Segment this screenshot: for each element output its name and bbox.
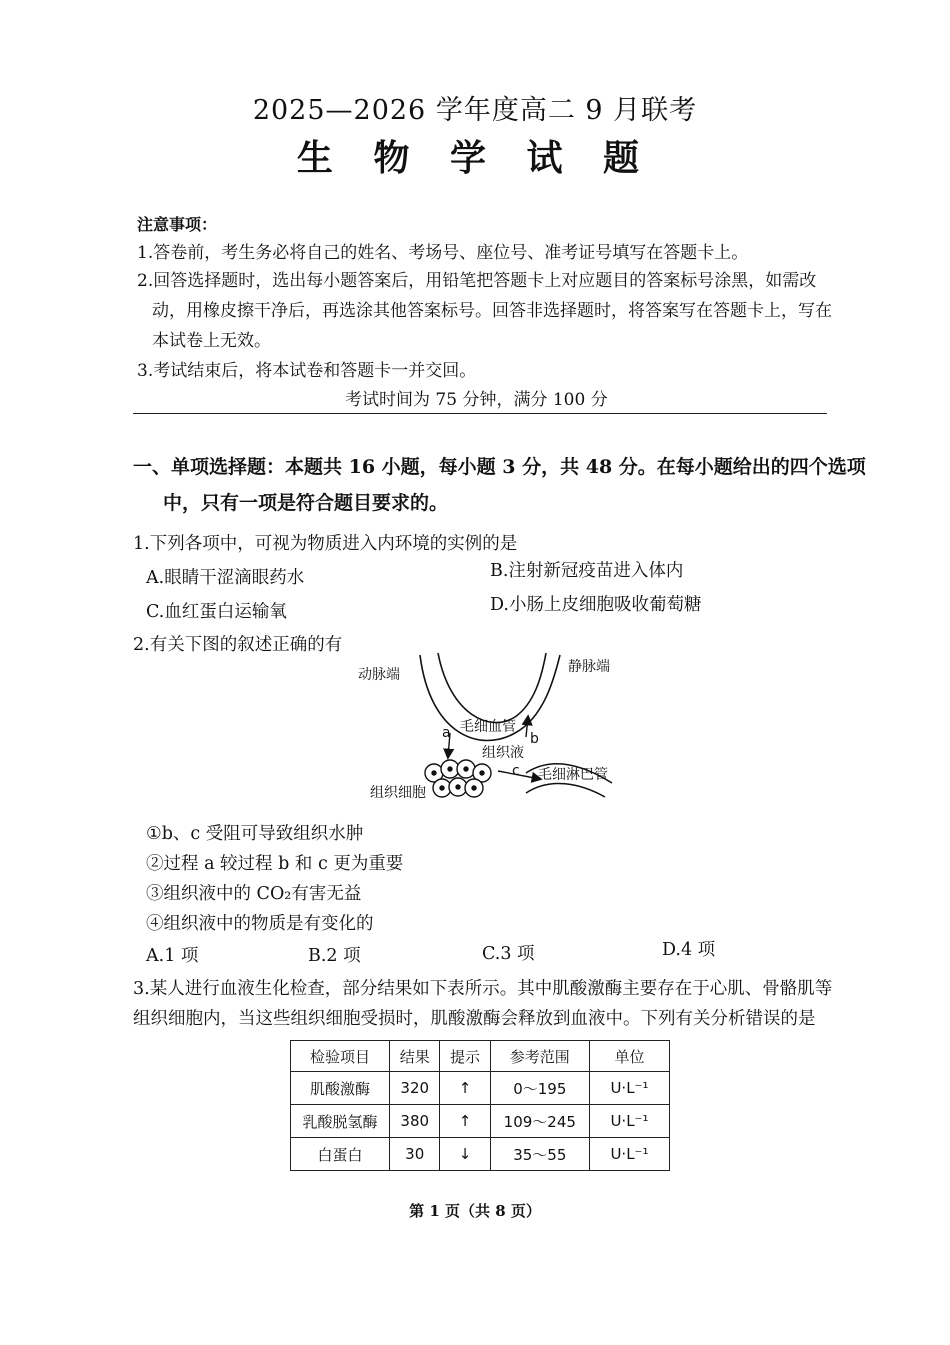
lymph-capillary-lower — [526, 783, 605, 797]
tissue-cells — [425, 760, 491, 797]
section-heading-line-2: 中，只有一项是符合题目要求的。 — [163, 492, 449, 514]
table-cell: 109～245 — [490, 1105, 589, 1138]
q2-stem: 2.有关下图的叙述正确的有 — [133, 635, 343, 655]
exam-time-info: 考试时间为 75 分钟，满分 100 分 — [345, 390, 608, 410]
q3-stem-line-1: 3.某人进行血液生化检查，部分结果如下表所示。其中肌酸激酶主要存在于心肌、骨骼肌等 — [133, 979, 833, 999]
label-vein-end: 静脉端 — [568, 659, 610, 675]
table-cell: 35～55 — [490, 1138, 589, 1171]
table-header: 参考范围 — [490, 1041, 589, 1072]
q1-option-c: C.血红蛋白运输氧 — [146, 602, 287, 622]
page-footer: 第 1 页（共 8 页） — [409, 1202, 541, 1220]
table-header: 提示 — [440, 1041, 490, 1072]
capillary-diagram — [350, 645, 640, 815]
notice-item-1: 1.答卷前，考生务必将自己的姓名、考场号、座位号、准考证号填写在答题卡上。 — [137, 243, 749, 263]
q2-statement-4: ④组织液中的物质是有变化的 — [146, 914, 374, 934]
up-arrow-icon: ↑ — [440, 1072, 490, 1105]
notice-item-2-line-2: 动，用橡皮擦干净后，再选涂其他答案标号。回答非选择题时，将答案写在答题卡上，写在 — [152, 301, 832, 321]
table-cell: 肌酸激酶 — [291, 1072, 390, 1105]
blood-test-table — [290, 1040, 670, 1171]
table-header: 结果 — [389, 1041, 439, 1072]
label-artery-end: 动脉端 — [358, 667, 400, 683]
table-header: 检验项目 — [291, 1041, 390, 1072]
notice-item-2-line-1: 2.回答选择题时，选出每小题答案后，用铅笔把答题卡上对应题目的答案标号涂黑，如需改 — [137, 271, 817, 291]
up-arrow-icon: ↑ — [440, 1105, 490, 1138]
table-header-row — [291, 1041, 670, 1072]
table-cell: 乳酸脱氢酶 — [291, 1105, 390, 1138]
label-tissue-fluid: 组织液 — [482, 745, 524, 761]
capillary-inner-wall — [438, 653, 546, 723]
table-cell: U·L⁻¹ — [589, 1072, 669, 1105]
notice-item-2-line-3: 本试卷上无效。 — [152, 331, 271, 351]
q3-stem-line-2: 组织细胞内，当这些组织细胞受损时，肌酸激酶会释放到血液中。下列有关分析错误的是 — [133, 1009, 816, 1029]
q1-option-b: B.注射新冠疫苗进入体内 — [490, 561, 684, 581]
label-a: a — [442, 725, 451, 741]
label-capillary: 毛细血管 — [460, 719, 516, 735]
table-cell: 380 — [389, 1105, 439, 1138]
down-arrow-icon: ↓ — [440, 1138, 490, 1171]
table-cell: 30 — [389, 1138, 439, 1171]
q1-option-d: D.小肠上皮细胞吸收葡萄糖 — [490, 595, 702, 615]
table-header: 单位 — [589, 1041, 669, 1072]
q2-option-d: D.4 项 — [662, 940, 716, 960]
q2-statement-1: ①b、c 受阻可导致组织水肿 — [146, 824, 364, 844]
arrow-b — [526, 717, 528, 737]
table-row — [291, 1072, 670, 1105]
table-cell: 白蛋白 — [291, 1138, 390, 1171]
table-cell: 320 — [389, 1072, 439, 1105]
divider — [133, 413, 827, 414]
notice-heading: 注意事项： — [137, 215, 218, 234]
exam-title: 2025—2026 学年度高二 9 月联考 — [252, 95, 698, 126]
table-cell: U·L⁻¹ — [589, 1105, 669, 1138]
section-heading-line-1: 一、单项选择题：本题共 16 小题，每小题 3 分，共 48 分。在每小题给出的四个选项 — [133, 456, 866, 478]
notice-item-3: 3.考试结束后，将本试卷和答题卡一并交回。 — [137, 361, 477, 381]
table-cell: 0～195 — [490, 1072, 589, 1105]
table-row — [291, 1138, 670, 1171]
table-cell: U·L⁻¹ — [589, 1138, 669, 1171]
label-b: b — [530, 731, 539, 747]
q2-option-c: C.3 项 — [482, 944, 535, 964]
q2-statement-3: ③组织液中的 CO₂有害无益 — [146, 884, 362, 904]
q1-stem: 1.下列各项中，可视为物质进入内环境的实例的是 — [133, 534, 518, 554]
q2-option-b: B.2 项 — [308, 946, 361, 966]
label-lymph-capillary: 毛细淋巴管 — [538, 767, 608, 783]
table-row — [291, 1105, 670, 1138]
label-c: c — [512, 763, 520, 779]
subject-title: 生 物 学 试 题 — [296, 137, 654, 179]
q2-statement-2: ②过程 a 较过程 b 和 c 更为重要 — [146, 854, 404, 874]
q2-option-a: A.1 项 — [146, 946, 199, 966]
label-tissue-cells: 组织细胞 — [370, 785, 426, 801]
q1-option-a: A.眼睛干涩滴眼药水 — [146, 568, 305, 588]
